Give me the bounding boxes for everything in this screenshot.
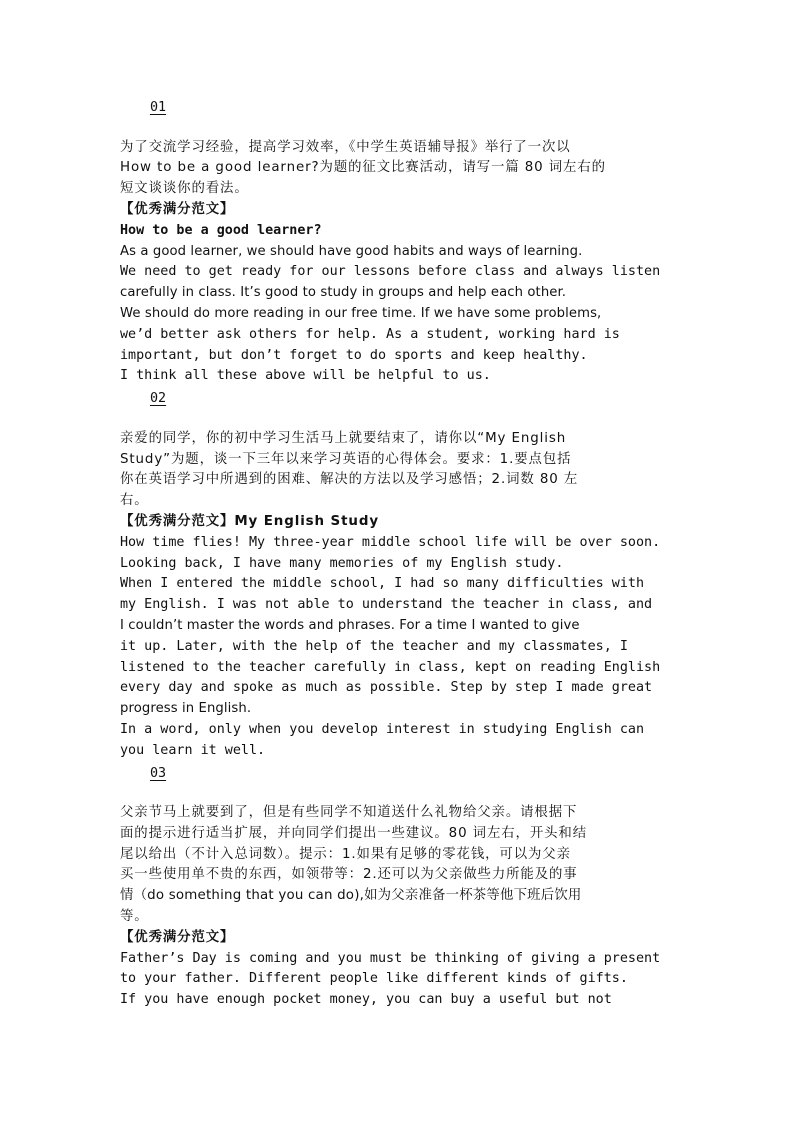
essay-line: carefully in class. It’s good to study in groups and help each other. xyxy=(120,285,567,301)
essay-line: We should do more reading in our free time. If we have some problems, xyxy=(120,305,602,321)
section-number: 03 xyxy=(149,765,167,781)
section-number-row xyxy=(120,387,676,408)
essay-line: you learn it well. xyxy=(120,742,266,758)
prompt-line: 短文谈谈你的看法。 xyxy=(120,181,249,197)
essay-line: my English. I was not able to understand the teacher in class, and xyxy=(120,597,653,613)
essay-line: When I entered the middle school, I had so many difficulties with xyxy=(120,576,645,592)
prompt-line: 面的提示进行适当扩展，并向同学们提出一些建议。80 词左右，开头和结 xyxy=(120,825,588,841)
model-essay-heading: 【优秀满分范文】 xyxy=(120,201,235,217)
essay-line: If you have enough pocket money, you can buy a useful but not xyxy=(120,992,612,1008)
prompt-line: Study”为题，谈一下三年以来学习英语的心得体会。要求：1.要点包括 xyxy=(120,451,572,467)
prompt-line: 情（do something that you can do),如为父亲准备一杯茶等他下班后饮用 xyxy=(120,888,582,904)
section-number-row xyxy=(120,762,676,783)
prompt-line: 亲爱的同学，你的初中学习生活马上就要结束了，请你以“My English xyxy=(120,430,567,446)
essay-line: we’d better ask others for help. As a student, working hard is xyxy=(120,326,620,342)
prompt-line: 等。 xyxy=(120,909,149,925)
essay-line: I think all these above will be helpful to us. xyxy=(120,368,491,384)
prompt-line: How to be a good learner?为题的征文比赛活动，请写一篇 80 词左右的 xyxy=(120,160,606,176)
essay-line: every day and spoke as much as possible. Step by step I made great xyxy=(120,680,653,696)
essay-line: We need to get ready for our lessons before class and always listen xyxy=(120,264,661,280)
essay-line: In a word, only when you develop interest in studying English can xyxy=(120,721,645,737)
essay-line: Looking back, I have many memories of my English study. xyxy=(120,555,564,571)
prompt-line: 买一些使用单不贵的东西，如领带等：2.还可以为父亲做些力所能及的事 xyxy=(120,867,578,883)
section-number: 02 xyxy=(149,391,167,407)
document-page xyxy=(120,96,676,1011)
essay-line: it up. Later, with the help of the teacher and my classmates, I xyxy=(120,638,628,654)
essay-line: How time flies! My three-year middle school life will be over soon. xyxy=(120,534,661,550)
prompt-line: 尾以给出（不计入总词数）。提示：1.如果有足够的零花钱，可以为父亲 xyxy=(120,846,571,862)
model-essay-heading: 【优秀满分范文】My English Study xyxy=(120,513,379,529)
essay-line: progress in English. xyxy=(120,701,252,717)
essay-line: As a good learner, we should have good habits and ways of learning. xyxy=(120,243,583,259)
section-number-row xyxy=(120,96,676,117)
essay-title: How to be a good learner? xyxy=(120,222,322,238)
prompt-line: 为了交流学习经验，提高学习效率，《中学生英语辅导报》举行了一次以 xyxy=(120,139,571,155)
prompt-line: 父亲节马上就要到了，但是有些同学不知道送什么礼物给父亲。请根据下 xyxy=(120,805,578,821)
prompt-line: 你在英语学习中所遇到的困难、解决的方法以及学习感悟；2.词数 80 左 xyxy=(120,472,579,488)
essay-line: to your father. Different people like different kinds of gifts. xyxy=(120,971,628,987)
essay-line: important, but don’t forget to do sports and keep healthy. xyxy=(120,347,588,363)
essay-line: listened to the teacher carefully in class, kept on reading English xyxy=(120,659,661,675)
section-number: 01 xyxy=(149,100,167,115)
essay-line: I couldn’t master the words and phrases. For a time I wanted to give xyxy=(120,617,580,633)
prompt-line: 右。 xyxy=(120,493,149,509)
essay-line: Father’s Day is coming and you must be thinking of giving a present xyxy=(120,950,661,966)
model-essay-heading: 【优秀满分范文】 xyxy=(120,929,235,945)
